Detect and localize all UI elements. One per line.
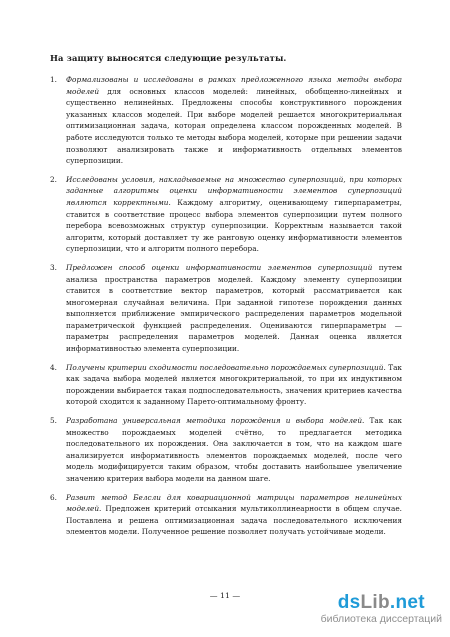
results-heading: На защиту выносятся следующие результаты. — [50, 53, 287, 63]
list-item — [50, 492, 402, 538]
dslib-logo — [321, 593, 442, 613]
watermark-subtitle: библиотека диссертаций — [320, 613, 442, 625]
item-text: Предложен критерий отсыкания мультиколлинеарности в общем случае. Поставлена и решена оптимизационная задача последовательного исключения элементов модели. Полученное решение позволяет получать устойчивые модели. — [66, 504, 402, 537]
list-item — [50, 415, 402, 485]
logo-ds: ds — [337, 592, 361, 613]
item-emphasis: Формализованы и исследованы в рамках предложенного языка методы выбора моделей — [66, 75, 402, 96]
page-content — [50, 52, 402, 545]
item-text: Так как множество порождаемых моделей счётно, то предлагается методика последовательного их порождения. Она заключается в том, что на каждом шаге анализируется информативность элементов порождаемых моделей, после чего модель модифицируется таким образом, чтобы доставить наибольшее увеличение значению критерия выбора модели на данном шаге. — [66, 416, 402, 483]
dslib-watermark[interactable] — [321, 593, 442, 625]
logo-net: .net — [389, 592, 425, 613]
list-item — [50, 362, 402, 408]
item-text: Так как задача выбора моделей является многокритериальной, то при их индуктивном порождении выбирается такая подпоследовательность, значения критериев качества которой сходится к заданному Парето-оптимальному фронту. — [66, 362, 402, 407]
logo-lib: Lib — [360, 592, 390, 613]
item-number: 3. — [50, 262, 57, 272]
item-text: путем анализа пространства параметров моделей. Каждому элементу суперпозиции ставится в соответствие вектор параметров, который рассматривается как многомерная случайная величина. При заданной гипотезе порождения данных выполняется приближение эмпирического распределения параметров модельной параметрической функцией распределения. Оцениваются гиперпараметры — параметры распределения параметров моделей. Данная оценка является информативностью элемента суперпозиции. — [66, 262, 402, 354]
item-number: 1. — [50, 75, 57, 84]
item-text: Каждому алгоритму, оценивающему гиперпараметры, ставится в соответствие процесс выбора элементов суперпозиции путем полного перебора всевозможных структур суперпозиции. Корректным называется такой алгоритм, который доставляет ту же ранговую оценку информативности элементов суперпозиции, что и алгоритм полного перебора. — [66, 197, 402, 254]
item-number: 5. — [50, 416, 57, 426]
item-emphasis: Развит метод Белсли для ковариационной матрицы параметров нелинейных моделей. — [66, 492, 402, 514]
list-item — [50, 74, 402, 167]
item-emphasis: Получены критерии сходимости последовательно порождаемых суперпозиций. — [66, 362, 386, 372]
list-item — [50, 174, 402, 255]
page-number: — 11 — — [209, 591, 241, 600]
list-item — [50, 262, 402, 355]
item-number: 6. — [50, 492, 57, 502]
item-emphasis: Разработана универсальная методика порождения и выбора моделей. — [66, 416, 365, 426]
item-number: 2. — [50, 174, 57, 184]
item-emphasis: Исследованы условия, накладываемые на множество суперпозиций, при которых заданные алгоритмы оценки информативности элементов суперпозиций являются корректными. — [66, 174, 402, 207]
item-text: для основных классов моделей: линейных, обобщенно-линейных и существенно нелинейных. Предложены способы конструктивного порождения указанных классов моделей. При выборе моделей решается многокритериальная оптимизационная задача, которая определена классом порожденных моделей. В работе исследуются только те методы выбора моделей, которые при решении задачи позволяют анализировать также и информативность отдельных элементов суперпозиции. — [66, 86, 402, 166]
item-number: 4. — [50, 362, 57, 372]
item-emphasis: Предложен способ оценки информативности элементов суперпозиций — [66, 262, 373, 272]
